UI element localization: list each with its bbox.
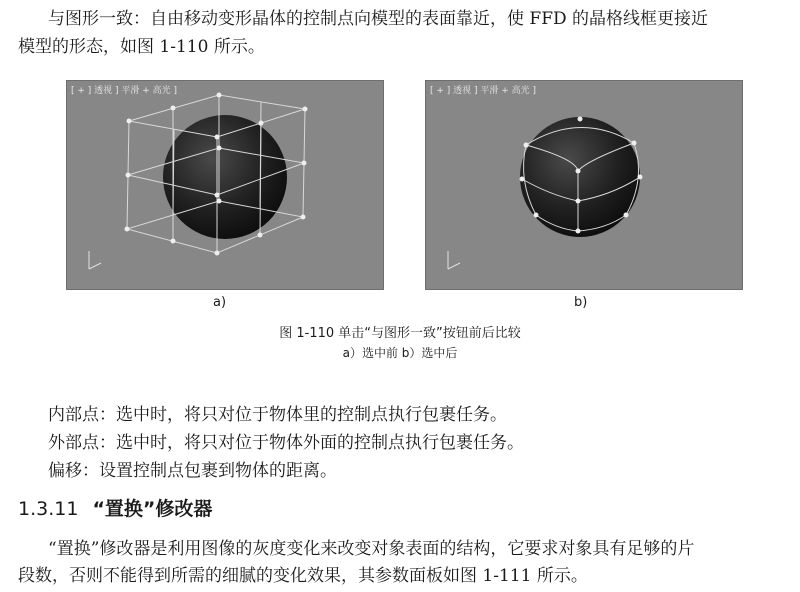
figure-label-a: a) xyxy=(213,295,227,310)
viewport-after xyxy=(425,80,743,290)
option-outer-points: 外部点：选中时，将只对位于物体外面的控制点执行包裹任务。 xyxy=(48,433,524,453)
body-line-2: 段数，否则不能得到所需的细腻的变化效果，其参数面板如图 1-111 所示。 xyxy=(18,566,588,586)
figure-subcaption: a）选中前 b）选中后 xyxy=(342,346,458,360)
figure-caption: 图 1-110 单击“与图形一致”按钮前后比较 xyxy=(279,326,521,341)
viewport-before xyxy=(66,80,384,290)
intro-line-2: 模型的形态，如图 1-110 所示。 xyxy=(18,37,265,57)
option-offset: 偏移：设置控制点包裹到物体的距离。 xyxy=(48,461,337,481)
option-inner-points: 内部点：选中时，将只对位于物体里的控制点执行包裹任务。 xyxy=(48,405,507,425)
section-title: “置换”修改器 xyxy=(92,498,213,520)
viewport-after-label: [ + ] 透视 ] 平滑 + 高光 ] xyxy=(430,86,537,96)
figure-label-b: b) xyxy=(574,295,588,310)
ffd-lattice-before-illustration xyxy=(67,81,383,289)
section-heading xyxy=(18,494,212,521)
ffd-lattice-after-illustration xyxy=(426,81,742,289)
viewport-before-label: [ + ] 透视 ] 平滑 + 高光 ] xyxy=(71,86,178,96)
section-number: 1.3.11 xyxy=(18,498,79,520)
body-line-1: “置换”修改器是利用图像的灰度变化来改变对象表面的结构，它要求对象具有足够的片 xyxy=(48,539,695,559)
intro-line-1: 与图形一致：自由移动变形晶体的控制点向模型的表面靠近，使 FFD 的晶格线框更接近 xyxy=(48,9,709,29)
